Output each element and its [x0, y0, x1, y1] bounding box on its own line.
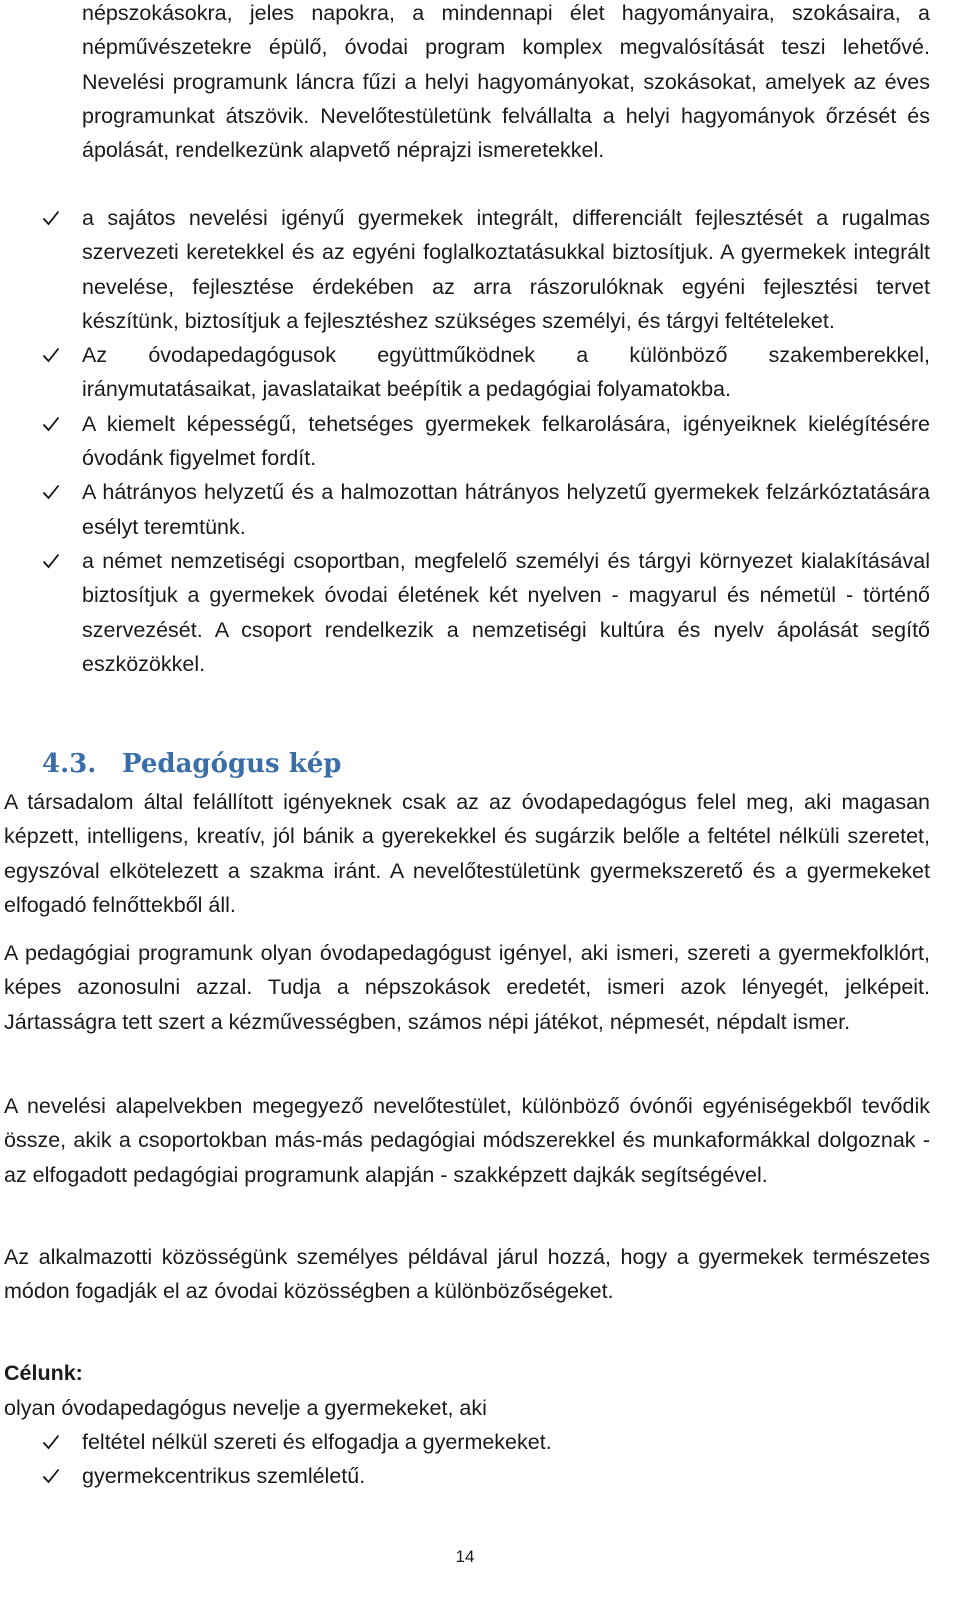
list-item-text: A hátrányos helyzetű és a halmozottan hátrányos helyzetű gyermekek felzárkóztatására esélyt teremtünk. [82, 480, 930, 539]
list-item-text: feltétel nélkül szereti és elfogadja a gyermekeket. [82, 1430, 552, 1454]
checkmark-icon [42, 544, 64, 578]
list-item [0, 1459, 930, 1493]
checkmark-icon [42, 201, 64, 235]
goal-label: Célunk: [4, 1361, 83, 1385]
section-title: Pedagógus kép [122, 749, 342, 779]
list-item-text: a német nemzetiségi csoportban, megfelelő személyi és tárgyi környezet kialakításával biztosítjuk a gyermekek óvodai életének két nyelven - magyarul és németül - történő szervezését. A csoport rendelkezik a nemzetiségi kultúra és nyelv ápolását segítő eszközökkel. [82, 548, 930, 676]
checkmark-icon [42, 1459, 64, 1493]
paragraph: Az alkalmazotti közösségünk személyes példával járul hozzá, hogy a gyermekek természetes módon fogadják el az óvodai közösségben a különbözőségeket. [4, 1245, 930, 1304]
list-item-text: Az óvodapedagógusok együttműködnek a különböző szakemberekkel, iránymutatásaikat, javaslataikat beépítik a pedagógiai folyamatokba. [82, 343, 930, 402]
section-number: 4.3. [42, 749, 97, 779]
paragraph: A nevelési alapelvekben megegyező nevelőtestület, különböző óvónői egyéniségekből tevődik össze, akik a csoportokban más-más pedagógiai módszerekkel és munkaformákkal dolgoznak - az elfogadott pedagógiai programunk alapján - szakképzett dajkák segítségével. [4, 1094, 930, 1187]
check-list-goals [0, 1425, 930, 1494]
goal-intro: olyan óvodapedagógus nevelje a gyermekeket, aki [4, 1396, 487, 1420]
list-item [0, 338, 930, 407]
list-item [0, 407, 930, 476]
list-item [0, 201, 930, 338]
checkmark-icon [42, 338, 64, 372]
paragraph: A társadalom által felállított igényeknek csak az az óvodapedagógus felel meg, aki magasan képzett, intelligens, kreatív, jól bánik a gyerekekkel és sugárzik belőle a feltétel nélküli szeretet, egyszóval elkötelezett a szakma iránt. A nevelőtestületünk gyermekszerető és a gyermekeket elfogadó felnőttekből áll. [4, 790, 930, 917]
page-number: 14 [455, 1547, 475, 1566]
section-heading [42, 744, 341, 784]
list-item-text: A kiemelt képességű, tehetséges gyermekek felkarolására, igényeiknek kielégítésére óvodánk figyelmet fordít. [82, 411, 930, 471]
list-item-text: a sajátos nevelési igényű gyermekek integrált, differenciált fejlesztését a rugalmas szervezeti keretekkel és az egyéni foglalkoztatásukkal biztosítjuk. A gyermekek integrált nevelése, fejlesztése érdekében az arra rászorulóknak egyéni fejlesztési tervet készítünk, biztosítjuk a fejlesztéshez szükséges személyi, és tárgyi feltételeket. [82, 206, 930, 333]
check-list-top [0, 201, 930, 681]
list-item [0, 544, 930, 681]
list-item [0, 475, 930, 544]
list-item-text: gyermekcentrikus szemléletű. [82, 1464, 366, 1489]
paragraph: A pedagógiai programunk olyan óvodapedagógust igényel, aki ismeri, szereti a gyermekfolklórt, képes azonosulni azzal. Tudja a népszokások eredetét, ismeri azok lényegét, jelképeit. Jártasságra tett szert a kézművességben, számos népi játékot, népmesét, népdalt ismer. [4, 941, 930, 1034]
checkmark-icon [42, 1425, 64, 1459]
checkmark-icon [42, 407, 64, 441]
continuation-paragraph: népszokásokra, jeles napokra, a mindennapi élet hagyományaira, szokásaira, a népművészetekre épülő, óvodai program komplex megvalósítását teszi lehetővé. Nevelési programunk láncra fűzi a helyi hagyományokat, szokásokat, amelyek az éves programunkat átszövik. Nevelőtestületünk felvállalta a helyi hagyományok őrzését és ápolását, rendelkezünk alapvető néprajzi ismeretekkel. [82, 1, 930, 163]
list-item [0, 1425, 930, 1459]
checkmark-icon [42, 475, 64, 509]
